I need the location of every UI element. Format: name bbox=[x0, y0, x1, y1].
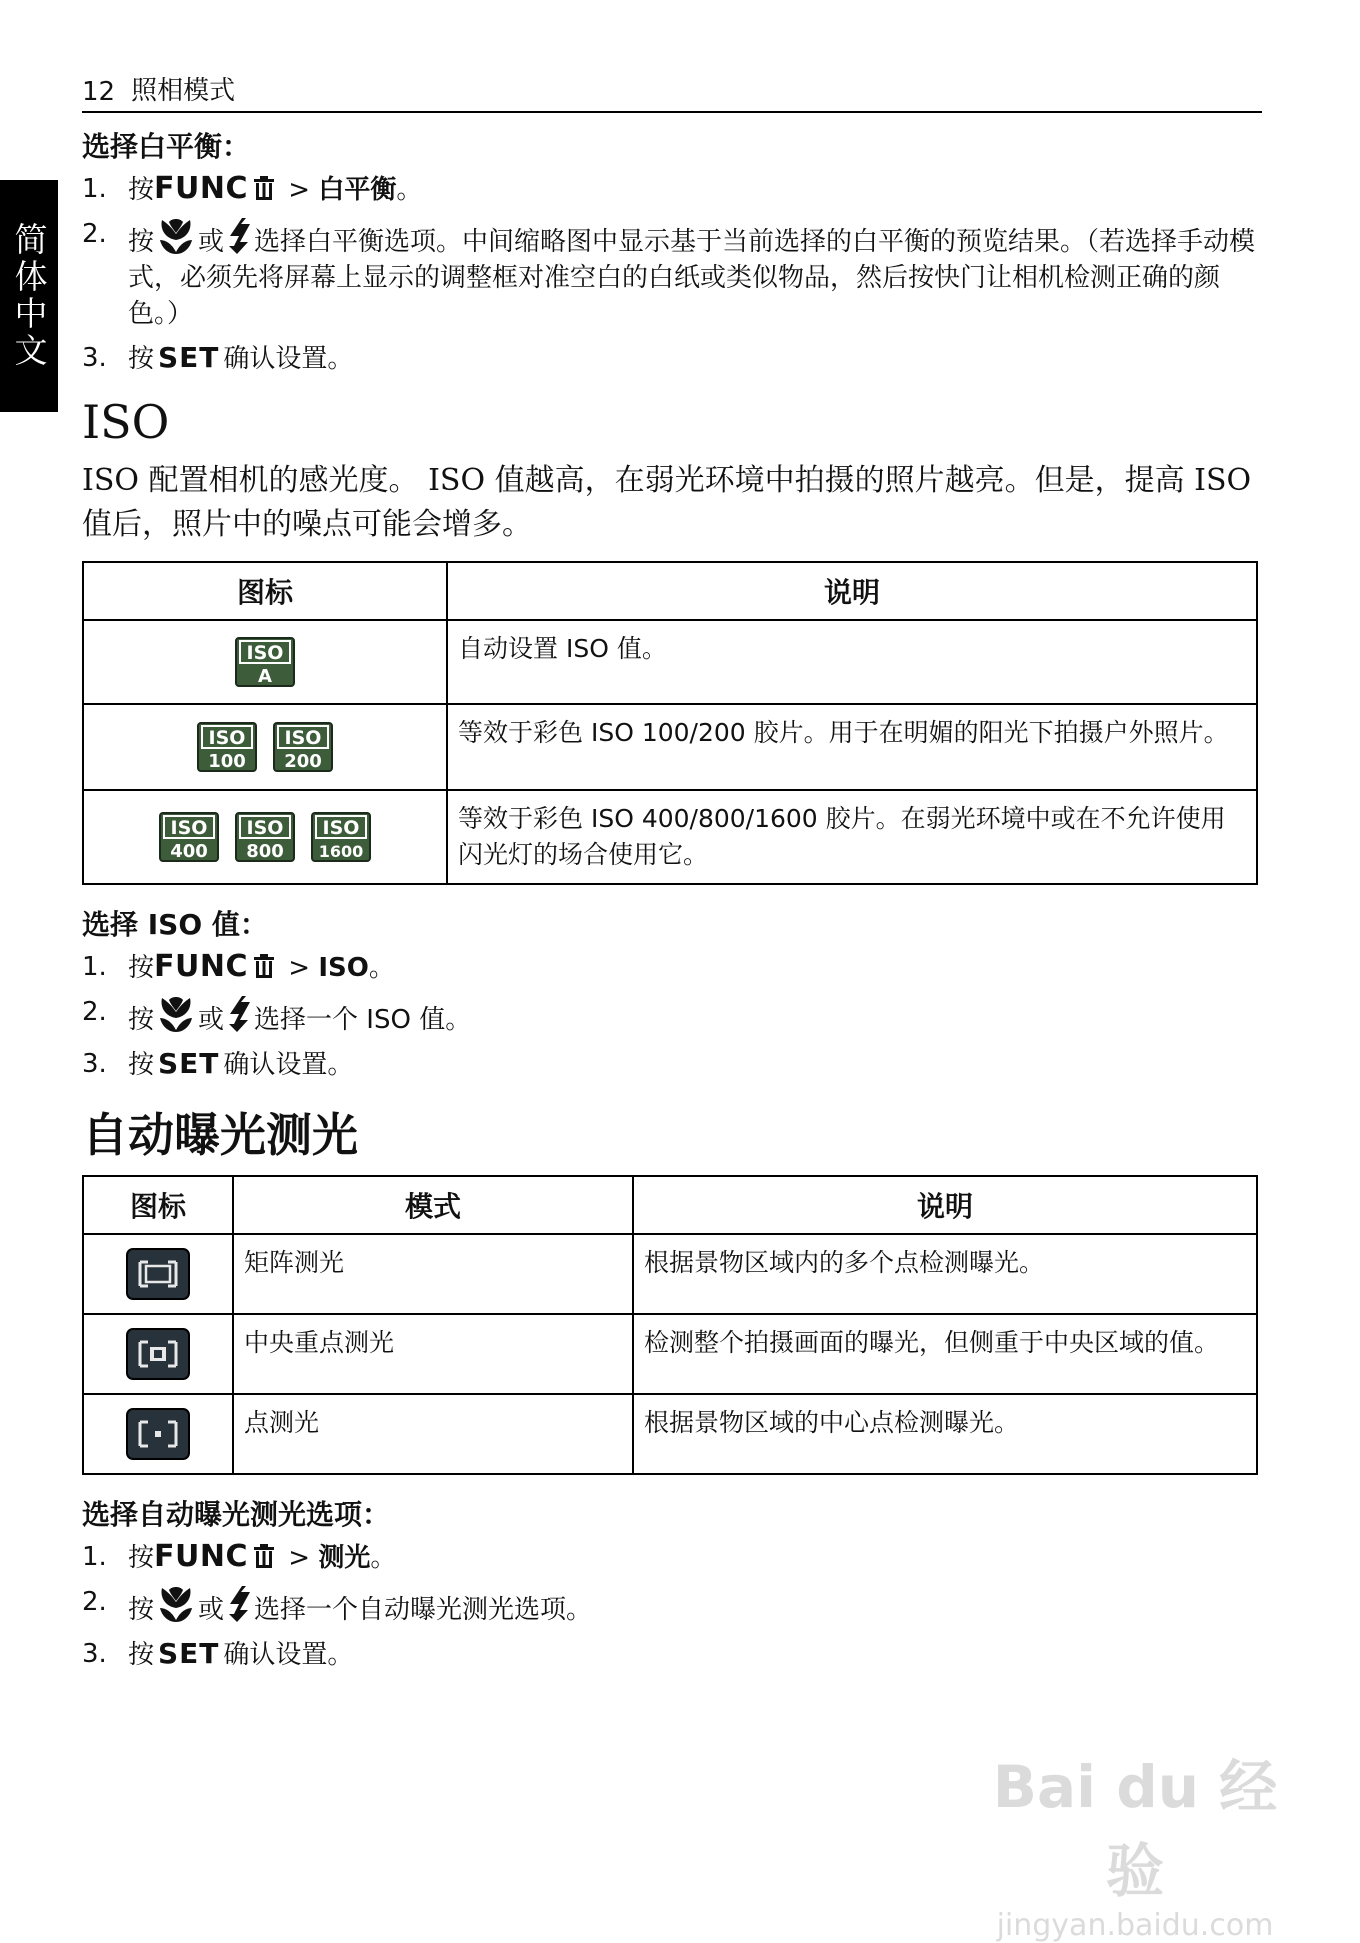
macro-flower-icon bbox=[156, 216, 196, 256]
table-row bbox=[83, 1314, 1257, 1394]
iso-step-2: 2. 按 或 选择一个 ISO 值。 bbox=[82, 994, 1262, 1038]
macro-flower-icon bbox=[156, 1584, 196, 1624]
iso-200-icon bbox=[273, 722, 333, 772]
iso-desc-cell: 等效于彩色 ISO 100/200 胶片。用于在明媚的阳光下拍摄户外照片。 bbox=[447, 704, 1257, 790]
set-key-label: SET bbox=[158, 1637, 220, 1670]
table-row bbox=[83, 790, 1257, 884]
wb-step-3: 3. 按 SET 确认设置。 bbox=[82, 341, 354, 374]
wb-step-1: 1. 按FUNC > 白平衡。 bbox=[82, 171, 423, 206]
svg-text:ISO: ISO bbox=[208, 727, 246, 749]
iso-400-icon bbox=[159, 812, 219, 862]
macro-flower-icon bbox=[156, 994, 196, 1034]
trash-icon bbox=[252, 175, 276, 201]
metering-icon-cell bbox=[83, 1394, 233, 1474]
iso-col-desc: 说明 bbox=[447, 562, 1257, 620]
iso-100-icon bbox=[197, 722, 257, 772]
iso-icon-cell bbox=[83, 704, 447, 790]
page-header bbox=[82, 70, 1262, 113]
metering-table bbox=[82, 1175, 1258, 1475]
iso-col-icon: 图标 bbox=[83, 562, 447, 620]
svg-text:400: 400 bbox=[170, 841, 208, 862]
metering-col-icon: 图标 bbox=[83, 1176, 233, 1234]
metering-mode-cell: 点测光 bbox=[233, 1394, 633, 1474]
page-number: 12 bbox=[82, 77, 116, 107]
metering-icon-cell bbox=[83, 1234, 233, 1314]
svg-text:ISO: ISO bbox=[246, 817, 284, 839]
iso-steps bbox=[82, 949, 1262, 1083]
metering-desc-cell: 根据景物区域的中心点检测曝光。 bbox=[633, 1394, 1257, 1474]
set-key-label: SET bbox=[158, 1047, 220, 1080]
center-weighted-metering-icon bbox=[126, 1328, 190, 1380]
trash-icon bbox=[252, 953, 276, 979]
trash-icon bbox=[252, 1543, 276, 1569]
metering-mode-cell: 矩阵测光 bbox=[233, 1234, 633, 1314]
metering-desc-cell: 检测整个拍摄画面的曝光，但侧重于中央区域的值。 bbox=[633, 1314, 1257, 1394]
iso-desc-cell: 等效于彩色 ISO 400/800/1600 胶片。在弱光环境中或在不允许使用闪光灯的场合使用它。 bbox=[447, 790, 1257, 884]
iso-icon-cell bbox=[83, 620, 447, 704]
wb-steps bbox=[82, 171, 1262, 377]
svg-text:ISO: ISO bbox=[284, 727, 322, 749]
metering-select-heading: 选择自动曝光测光选项： bbox=[82, 1498, 391, 1531]
table-row bbox=[83, 1394, 1257, 1474]
svg-text:200: 200 bbox=[284, 751, 322, 772]
metering-col-mode: 模式 bbox=[233, 1176, 633, 1234]
iso-step-1: 1. 按FUNC > ISO。 bbox=[82, 949, 395, 984]
iso-title: ISO bbox=[82, 395, 170, 449]
wb-step-2: 2. 按 或 选择白平衡选项。中间缩略图中显示基于当前选择的白平衡的预览结果。（若选择手动模式，必须先将屏幕上显示的调整框对准空白的白纸或类似物品，然后按快门让相机检测正确的颜色。） bbox=[82, 216, 1262, 332]
metering-step-2: 2. 按 或 选择一个自动曝光测光选项。 bbox=[82, 1584, 1262, 1628]
table-row bbox=[83, 620, 1257, 704]
iso-auto-icon bbox=[235, 637, 295, 687]
section-title: 照相模式 bbox=[131, 76, 236, 106]
metering-steps bbox=[82, 1539, 1262, 1673]
iso-select-heading: 选择 ISO 值： bbox=[82, 908, 268, 941]
iso-table-header bbox=[83, 562, 1257, 620]
iso-desc-cell: 自动设置 ISO 值。 bbox=[447, 620, 1257, 704]
svg-text:ISO: ISO bbox=[322, 817, 360, 839]
flash-bolt-icon bbox=[226, 994, 252, 1034]
iso-icon-cell bbox=[83, 790, 447, 884]
func-key-label: FUNC bbox=[154, 171, 248, 206]
spot-metering-icon bbox=[126, 1408, 190, 1460]
svg-text:A: A bbox=[258, 666, 272, 687]
table-row bbox=[83, 704, 1257, 790]
baidu-watermark bbox=[970, 1740, 1300, 1943]
flash-bolt-icon bbox=[226, 1584, 252, 1624]
iso-intro: ISO 配置相机的感光度。 ISO 值越高，在弱光环境中拍摄的照片越亮。但是，提高 ISO 值后，照片中的噪点可能会增多。 bbox=[82, 463, 1252, 542]
metering-step-3: 3. 按 SET 确认设置。 bbox=[82, 1637, 354, 1670]
metering-desc-cell: 根据景物区域内的多个点检测曝光。 bbox=[633, 1234, 1257, 1314]
svg-text:ISO: ISO bbox=[246, 642, 284, 664]
svg-text:100: 100 bbox=[208, 751, 246, 772]
metering-table-header bbox=[83, 1176, 1257, 1234]
metering-icon-cell bbox=[83, 1314, 233, 1394]
svg-text:ISO: ISO bbox=[170, 817, 208, 839]
side-tab-label: 简体中文 bbox=[9, 222, 49, 370]
table-row bbox=[83, 1234, 1257, 1314]
wb-heading: 选择白平衡： bbox=[82, 130, 251, 163]
matrix-metering-icon bbox=[126, 1248, 190, 1300]
metering-col-desc: 说明 bbox=[633, 1176, 1257, 1234]
func-key-label: FUNC bbox=[154, 949, 248, 984]
iso-step-3: 3. 按 SET 确认设置。 bbox=[82, 1047, 354, 1080]
set-key-label: SET bbox=[158, 341, 220, 374]
flash-bolt-icon bbox=[226, 216, 252, 256]
manual-page bbox=[82, 70, 1262, 1681]
watermark-brand: Bai du 经验 bbox=[992, 1753, 1278, 1905]
language-side-tab bbox=[0, 180, 58, 412]
metering-mode-cell: 中央重点测光 bbox=[233, 1314, 633, 1394]
watermark-url: jingyan.baidu.com bbox=[996, 1908, 1274, 1943]
func-key-label: FUNC bbox=[154, 1539, 248, 1574]
svg-text:1600: 1600 bbox=[318, 842, 364, 861]
metering-step-1: 1. 按FUNC > 测光。 bbox=[82, 1539, 397, 1574]
svg-text:800: 800 bbox=[246, 841, 284, 862]
iso-800-icon bbox=[235, 812, 295, 862]
metering-title: 自动曝光测光 bbox=[82, 1108, 358, 1162]
iso-1600-icon bbox=[311, 812, 371, 862]
iso-table bbox=[82, 561, 1258, 885]
